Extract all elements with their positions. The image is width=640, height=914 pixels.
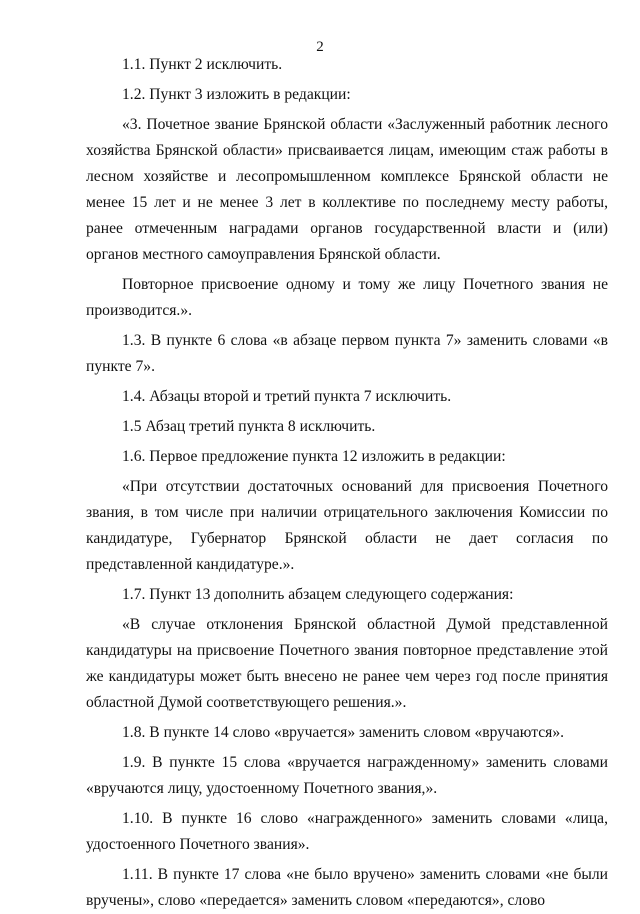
paragraph-1-4: 1.4. Абзацы второй и третий пункта 7 исключить.	[122, 388, 452, 405]
paragraph-1-7: 1.7. Пункт 13 дополнить абзацем следующего содержания:	[122, 586, 514, 603]
paragraph-1-8: 1.8. В пункте 14 слово «вручается» заменить словом «вручаются».	[122, 724, 565, 741]
paragraph-1-11: 1.11. В пункте 17 слова «не было вручено» заменить словами «не были вручены», слово «передается» заменить словом «передаются», слово	[86, 866, 608, 909]
paragraph-quote-13: «В случае отклонения Брянской областной Думой представленной кандидатуры на присвоение Почетного звания повторное представление этой же кандидатуры может быть внесено не ранее чем через год после принятия областной Думой соответствующего решения.».	[86, 616, 608, 711]
paragraph-1-10: 1.10. В пункте 16 слово «награжденного» заменить словами «лица, удостоенного Почетного звания».	[86, 810, 608, 853]
paragraph-quote-3: «3. Почетное звание Брянской области «Заслуженный работник лесного хозяйства Брянской области» присваивается лицам, имеющим стаж работы в лесном хозяйстве и лесопромышленном комплексе Брянской области не менее 15 лет и не менее 3 лет в коллективе по последнему месту работы, ранее отмеченным наградами органов государственной власти и (или) органов местного самоуправления Брянской области.	[86, 116, 608, 263]
paragraph-repeat-award: Повторное присвоение одному и тому же лицу Почетного звания не производится.».	[86, 276, 608, 319]
paragraph-1-6: 1.6. Первое предложение пункта 12 изложить в редакции:	[122, 448, 506, 465]
paragraph-1-3: 1.3. В пункте 6 слова «в абзаце первом пункта 7» заменить словами «в пункте 7».	[86, 332, 608, 375]
page-number: 2	[316, 39, 324, 55]
paragraph-quote-12: «При отсутствии достаточных оснований для присвоения Почетного звания, в том числе при наличии отрицательного заключения Комиссии по кандидатуре, Губернатор Брянской области не дает согласия по представленной кандидатуре.».	[86, 478, 608, 573]
paragraph-1-9: 1.9. В пункте 15 слова «вручается награжденному» заменить словами «вручаются лицу, удостоенному Почетного звания,».	[86, 754, 608, 797]
paragraph-1-1: 1.1. Пункт 2 исключить.	[122, 56, 283, 73]
paragraph-1-5: 1.5 Абзац третий пункта 8 исключить.	[122, 418, 376, 435]
paragraph-1-2: 1.2. Пункт 3 изложить в редакции:	[122, 86, 351, 103]
document-body	[86, 52, 608, 914]
